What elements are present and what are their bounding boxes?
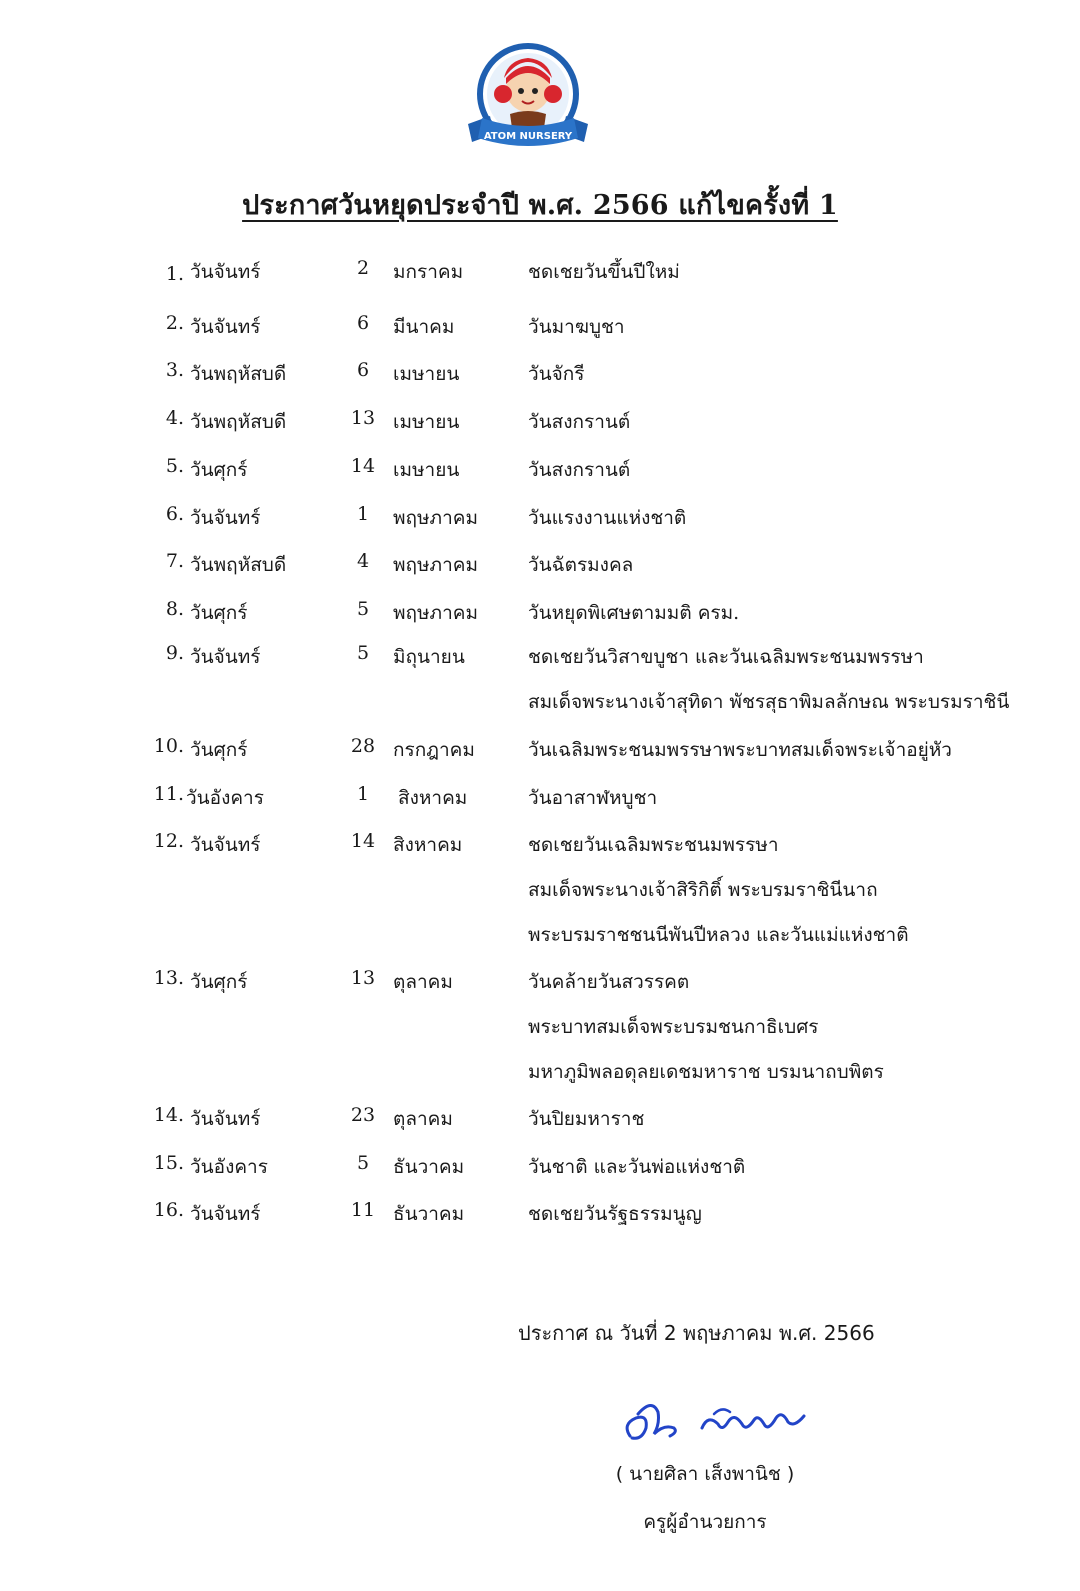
holiday-name: วันอาสาฬหบูชา (528, 787, 658, 809)
holiday-name: ชดเชยวันรัฐธรรมนูญ (528, 1203, 702, 1225)
holiday-date: 2 (356, 257, 370, 279)
holiday-number: 14. (153, 1104, 184, 1126)
holiday-month: เมษายน (393, 411, 460, 433)
holiday-number: 3. (165, 359, 184, 381)
holiday-number: 15. (153, 1152, 184, 1174)
holiday-date: 1 (356, 783, 370, 805)
holiday-name-continued: พระบรมราชชนนีพันปีหลวง และวันแม่แห่งชาติ (528, 924, 909, 946)
holiday-number: 7. (165, 550, 184, 572)
holiday-month: มิถุนายน (393, 646, 465, 668)
holiday-number: 6. (165, 503, 184, 525)
holiday-month: พฤษภาคม (393, 507, 478, 529)
holiday-weekday: วันศุกร์ (190, 739, 248, 761)
holiday-number: 5. (165, 455, 184, 477)
holiday-name: วันหยุดพิเศษตามมติ ครม. (528, 602, 740, 624)
holiday-weekday: วันจันทร์ (190, 1108, 261, 1130)
holiday-weekday: วันศุกร์ (190, 459, 248, 481)
holiday-month: เมษายน (393, 363, 460, 385)
holiday-month: พฤษภาคม (393, 554, 478, 576)
logo-text: ATOM NURSERY (483, 131, 573, 142)
holiday-weekday: วันศุกร์ (190, 602, 248, 624)
holiday-name: วันสงกรานต์ (528, 411, 631, 433)
holiday-month: ธันวาคม (393, 1203, 465, 1225)
holiday-name: วันจักรี (528, 363, 585, 385)
atom-nursery-logo (460, 38, 596, 156)
holiday-number: 9. (165, 642, 184, 664)
holiday-date: 5 (356, 598, 370, 620)
holiday-name: วันคล้ายวันสวรรคต (528, 971, 690, 993)
holiday-number: 4. (165, 407, 184, 429)
holiday-date: 6 (356, 359, 370, 381)
holiday-month: ธันวาคม (393, 1156, 465, 1178)
holiday-date: 23 (350, 1104, 376, 1126)
holiday-name: วันฉัตรมงคล (528, 554, 634, 576)
holiday-number: 8. (165, 598, 184, 620)
holiday-name: ชดเชยวันเฉลิมพระชนมพรรษา (528, 834, 779, 856)
holiday-date: 6 (356, 312, 370, 334)
holiday-date: 14 (350, 830, 376, 852)
holiday-number: 12. (153, 830, 184, 852)
holiday-weekday: วันศุกร์ (190, 971, 248, 993)
holiday-name-continued: พระบาทสมเด็จพระบรมชนกาธิเบศร (528, 1016, 819, 1038)
holiday-weekday: วันจันทร์ (190, 834, 261, 856)
signer-name: ( นายศิลา เส็งพานิช ) (615, 1463, 795, 1485)
holiday-number: 2. (165, 312, 184, 334)
holiday-weekday: วันอังคาร (186, 787, 264, 809)
holiday-month: มกราคม (393, 261, 464, 283)
holiday-date: 13 (350, 967, 376, 989)
page-title: ประกาศวันหยุดประจำปี พ.ศ. 2566 แก้ไขครั้งที่ 1 (242, 190, 838, 221)
holiday-number: 13. (153, 967, 184, 989)
holiday-weekday: วันอังคาร (190, 1156, 268, 1178)
holiday-month: ตุลาคม (393, 971, 453, 993)
holiday-name: ชดเชยวันขึ้นปีใหม่ (528, 261, 680, 283)
holiday-month: สิงหาคม (393, 834, 463, 856)
holiday-month: มีนาคม (393, 316, 455, 338)
holiday-weekday: วันพฤหัสบดี (190, 363, 287, 385)
holiday-weekday: วันพฤหัสบดี (190, 554, 287, 576)
holiday-name-continued: มหาภูมิพลอดุลยเดชมหาราช บรมนาถบพิตร (528, 1061, 884, 1083)
holiday-name: วันสงกรานต์ (528, 459, 631, 481)
holiday-name-continued: สมเด็จพระนางเจ้าสิริกิติ์ พระบรมราชินีนาถ (528, 879, 878, 901)
holiday-number: 11. (153, 783, 184, 805)
holiday-date: 5 (356, 642, 370, 664)
holiday-number: 10. (153, 735, 184, 757)
announcement-date: ประกาศ ณ วันที่ 2 พฤษภาคม พ.ศ. 2566 (518, 1321, 875, 1345)
holiday-name: วันชาติ และวันพ่อแห่งชาติ (528, 1156, 746, 1178)
holiday-weekday: วันจันทร์ (190, 646, 261, 668)
signature (618, 1394, 818, 1450)
holiday-number: 16. (153, 1199, 184, 1221)
holiday-name-continued: สมเด็จพระนางเจ้าสุทิดา พัชรสุธาพิมลลักษณ พระบรมราชินี (528, 691, 1010, 713)
holiday-date: 14 (350, 455, 376, 477)
holiday-weekday: วันจันทร์ (190, 261, 261, 283)
holiday-date: 4 (356, 550, 370, 572)
holiday-weekday: วันจันทร์ (190, 316, 261, 338)
holiday-weekday: วันจันทร์ (190, 1203, 261, 1225)
signer-position: ครูผู้อำนวยการ (643, 1511, 767, 1533)
holiday-month: เมษายน (393, 459, 460, 481)
holiday-date: 5 (356, 1152, 370, 1174)
holiday-name: ชดเชยวันวิสาขบูชา และวันเฉลิมพระชนมพรรษา (528, 646, 924, 668)
holiday-date: 11 (350, 1199, 376, 1221)
holiday-month: พฤษภาคม (393, 602, 478, 624)
holiday-date: 13 (350, 407, 376, 429)
holiday-month: ตุลาคม (393, 1108, 453, 1130)
holiday-month: กรกฎาคม (393, 739, 475, 761)
holiday-month: สิงหาคม (398, 787, 468, 809)
holiday-name: วันแรงงานแห่งชาติ (528, 507, 687, 529)
holiday-date: 1 (356, 503, 370, 525)
holiday-weekday: วันจันทร์ (190, 507, 261, 529)
holiday-name: วันมาฆบูชา (528, 316, 625, 338)
holiday-name: วันปิยมหาราช (528, 1108, 645, 1130)
holiday-name: วันเฉลิมพระชนมพรรษาพระบาทสมเด็จพระเจ้าอยู่หัว (528, 739, 952, 761)
holiday-date: 28 (350, 735, 376, 757)
holiday-number: 1. (165, 263, 184, 285)
holiday-weekday: วันพฤหัสบดี (190, 411, 287, 433)
